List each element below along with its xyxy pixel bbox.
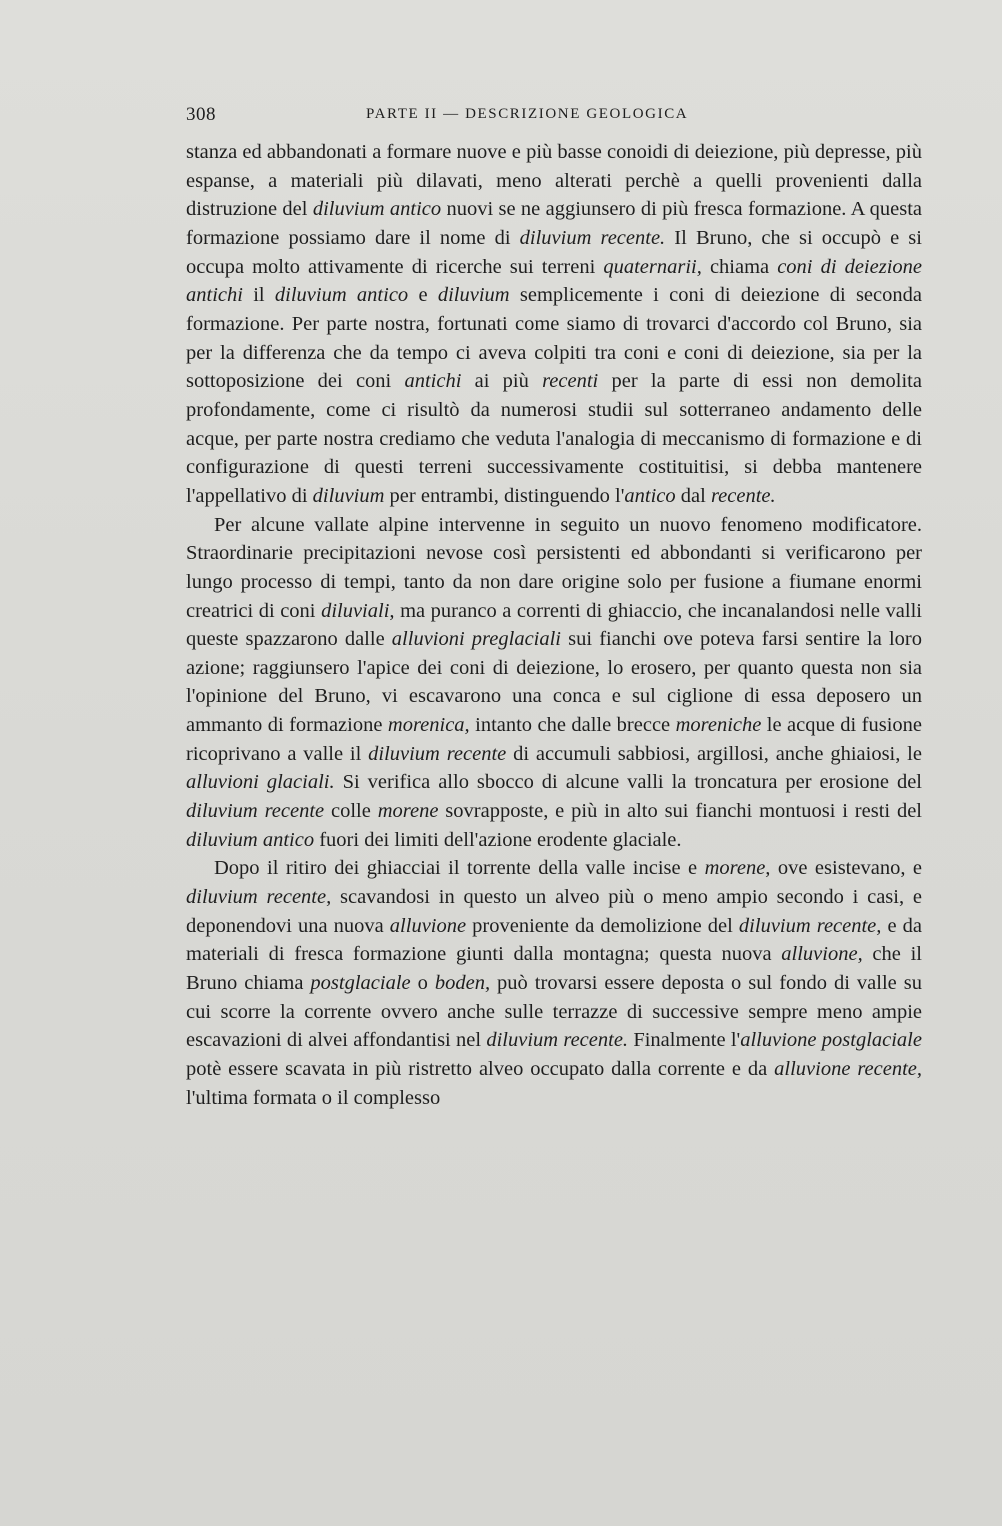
italic-term: morenica, <box>387 714 470 737</box>
text-run: e da materiali di fresca formazione giunti dalla montagna; questa nuova <box>186 914 923 966</box>
text-run: nuovi se ne aggiunsero di più fresca formazione. A questa formazione possiamo dare il nome di <box>186 198 922 249</box>
text-run: ai più <box>461 370 543 393</box>
italic-term: alluvione recente, <box>774 1058 923 1080</box>
text-run: l'ultima formata o il complesso <box>186 1086 441 1109</box>
italic-term: diluvium recente <box>186 800 325 823</box>
italic-term: alluvione, <box>781 943 863 966</box>
text-run: Per alcune vallate alpine intervenne in seguito un nuovo fenomeno modificatore. Straordinarie precipitazioni nevose così persistenti ed abbondanti si verificarono per lungo processo di tempi, tanto da non dare origine solo per fusione a fiumane enormi creatrici di coni <box>186 513 922 622</box>
text-run: per la parte di essi non demolita profondamente, come ci risultò da numerosi studii sul sotterraneo andamento delle acque, per parte nostra crediamo che veduta l'analogia di meccanismo di formazione e di configurazione di questi terreni successivamente costituitisi, si debba mantenere l'appellativo di <box>186 370 922 507</box>
text-run: chiama <box>701 255 778 278</box>
italic-term: alluvioni glaciali. <box>186 771 335 794</box>
text-run: intanto che dalle brecce <box>469 714 676 737</box>
text-run: fuori dei limiti dell'azione erodente glaciale. <box>314 828 682 851</box>
text-run: Si verifica allo sbocco di alcune valli la troncatura per erosione del <box>334 771 922 794</box>
italic-term: morene, <box>704 857 771 880</box>
text-run: scavandosi in questo un alveo più o meno ampio secondo i casi, e deponendovi una nuova <box>186 886 922 937</box>
italic-term: diluvium antico <box>312 198 442 221</box>
italic-term: recenti <box>542 370 599 393</box>
text-run: sovrapposte, e più in alto sui fianchi montuosi i resti del <box>438 800 922 823</box>
text-run: proveniente da demolizione del <box>466 914 739 937</box>
italic-term: diluvium recente, <box>738 914 882 937</box>
text-run: sui fianchi ove poteva farsi sentire la loro azione; raggiunsero l'apice dei coni di deiezione, lo erosero, per quanto questa non sia l'opinione del Bruno, vi escavarono una conca e sul ciglione di essa deposero un ammanto di formazione <box>186 628 923 737</box>
italic-term: diluvium <box>312 484 385 507</box>
italic-term: diluviali, <box>321 599 395 622</box>
paragraph-1 <box>186 138 922 511</box>
italic-term: diluvium recente. <box>486 1029 629 1052</box>
body-text <box>186 138 922 1112</box>
text-run: Finalmente l' <box>628 1029 741 1052</box>
italic-term: alluvioni preglaciali <box>391 628 562 651</box>
italic-term: quaternarii, <box>603 255 702 278</box>
italic-term: diluvium recente. <box>519 226 666 249</box>
italic-term: alluvione postglaciale <box>740 1029 922 1052</box>
italic-term: boden, <box>434 972 491 995</box>
text-run: dal <box>675 484 711 507</box>
text-run: Il Bruno, che si occupò e si occupa molto attivamente di ricerche sui terreni <box>186 226 922 278</box>
paragraph-3 <box>186 854 922 1112</box>
italic-term: diluvium recente, <box>186 886 332 909</box>
text-run: le acque di fusione ricoprivano a valle il <box>186 714 922 765</box>
italic-term: diluvium recente <box>368 742 507 765</box>
text-run: ove esistevano, e <box>770 857 922 880</box>
text-run: potè essere scavata in più ristretto alveo occupato dalla corrente e da <box>186 1058 775 1080</box>
text-run: o <box>410 972 435 995</box>
text-run: stanza ed abbandonati a formare nuove e più basse conoidi di deiezione, più depresse, più espanse, a materiali più dilavati, meno alterati perchè a quelli provenienti dalla distruzione del <box>186 141 922 221</box>
italic-term: alluvione <box>389 914 467 937</box>
italic-term: diluvium antico <box>186 828 315 851</box>
text-run: di accumuli sabbiosi, argillosi, anche ghiaiosi, le <box>506 742 922 765</box>
italic-term: postglaciale <box>310 972 411 995</box>
running-head: PARTE II — DESCRIZIONE GEOLOGICA <box>366 106 689 122</box>
text-run: e <box>408 284 438 307</box>
text-run: il <box>242 284 275 307</box>
italic-term: diluvium <box>437 284 510 307</box>
text-run: può trovarsi essere deposta o sul fondo di valle su cui scorre la corrente ovvero anche sulle terrazze di successive sempre meno ampie escavazioni di alvei affondantisi nel <box>186 972 922 1052</box>
italic-term: antico <box>624 484 676 507</box>
page-header <box>186 104 922 128</box>
text-run: Dopo il ritiro dei ghiacciai il torrente della valle incise e <box>214 857 705 880</box>
text-run: che il Bruno chiama <box>186 943 922 995</box>
text-run: ma puranco a correnti di ghiaccio, che incanalandosi nelle valli queste spazzarono dalle <box>186 599 922 651</box>
italic-term: moreniche <box>675 714 762 737</box>
italic-term: diluvium antico <box>274 284 409 307</box>
text-run: colle <box>324 800 378 823</box>
italic-term: recente. <box>710 484 776 507</box>
paragraph-2 <box>186 511 922 855</box>
text-run: per entrambi, distinguendo l' <box>384 484 625 507</box>
italic-term: antichi <box>404 370 462 393</box>
page-number: 308 <box>186 104 216 125</box>
text-run: semplicemente i coni di deiezione di seconda formazione. Per parte nostra, fortunati come siamo di trovarci d'accordo col Bruno, sia per la differenza che da tempo ci aveva colpiti tra coni e coni di deiezione, sia per la sottoposizione dei coni <box>186 284 922 393</box>
italic-term: morene <box>377 800 439 823</box>
italic-term: coni di deiezione antichi <box>186 255 922 307</box>
